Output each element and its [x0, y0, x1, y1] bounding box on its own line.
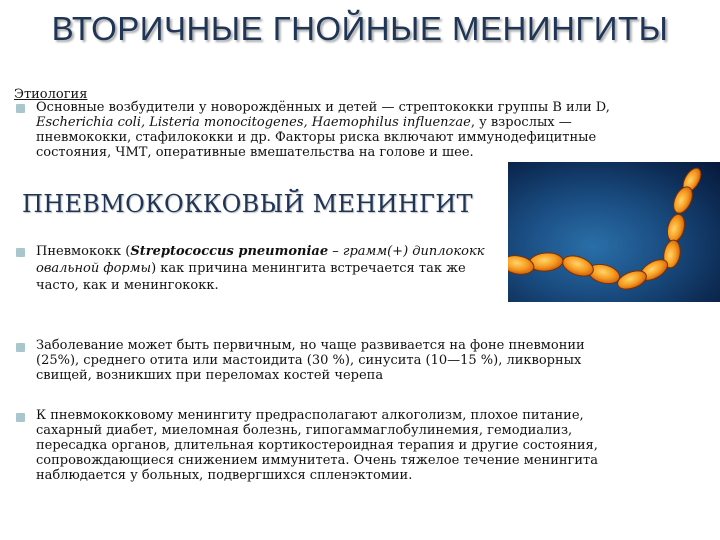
pneumo-line-1 — [36, 243, 516, 260]
bullet-icon — [16, 413, 25, 422]
etiology-line-3: пневмококки, стафилококки и др. Факторы риска включают иммунодефицитные — [36, 130, 597, 145]
etiology-line-2 — [36, 115, 716, 130]
pneumo-text: Пневмококк ( — [36, 244, 131, 259]
etiology-heading: Этиология — [14, 87, 88, 102]
etiology-paragraph — [36, 100, 716, 160]
primary-paragraph — [36, 338, 716, 383]
pneumo-text: ) как причина менингита встречается так же — [151, 261, 466, 276]
pneumo-desc: – грамм(+) диплококк — [328, 244, 485, 259]
slide-title: ВТОРИЧНЫЕ ГНОЙНЫЕ МЕНИНГИТЫ — [51, 10, 669, 47]
pathogens-italic: Escherichia coli, Listeria monocitogenes, Haemophilus influenzae — [36, 115, 471, 130]
pneumococcus-paragraph — [36, 243, 516, 294]
bullet-icon — [16, 343, 25, 352]
factors-line-3: пересадка органов, длительная кортикостероидная терапия и другие состояния, — [36, 438, 598, 453]
pneumo-line-3: часто, как и менингококк. — [36, 278, 219, 293]
risk-factors-paragraph — [36, 408, 716, 483]
factors-line-2: сахарный диабет, миеломная болезнь, гипогаммаглобулинемия, гемодиализ, — [36, 423, 573, 438]
factors-line-4: сопровождающиеся снижением иммунитета. Очень тяжелое течение менингита — [36, 453, 598, 468]
bullet-icon — [16, 104, 25, 113]
etiology-line-2-rest: , у взрослых — — [470, 115, 572, 130]
bullet-icon — [16, 248, 25, 257]
section-heading: ПНЕВМОКОККОВЫЙ МЕНИНГИТ — [22, 190, 473, 218]
pneumo-shape: овальной формы — [36, 261, 152, 276]
pneumo-line-2 — [36, 260, 516, 277]
factors-line-5: наблюдается у больных, подвергшихся спленэктомии. — [36, 468, 413, 483]
primary-line-1: Заболевание может быть первичным, но чаще развивается на фоне пневмонии — [36, 338, 585, 353]
diplococci-image — [508, 162, 720, 302]
species-name: Streptococcus pneumoniae — [130, 244, 329, 259]
etiology-line-4: состояния, ЧМТ, оперативные вмешательства на голове и шее. — [36, 145, 474, 160]
primary-line-2: (25%), среднего отита или мастоидита (30 %), синусита (10—15 %), ликворных — [36, 353, 582, 368]
primary-line-3: свищей, возникших при переломах костей черепа — [36, 368, 384, 383]
factors-line-1: К пневмококковому менингиту предрасполагают алкоголизм, плохое питание, — [36, 408, 584, 423]
bacteria-photo — [508, 162, 720, 302]
etiology-line-1: Основные возбудители у новорождённых и детей — стрептококки группы В или D, — [36, 100, 610, 115]
